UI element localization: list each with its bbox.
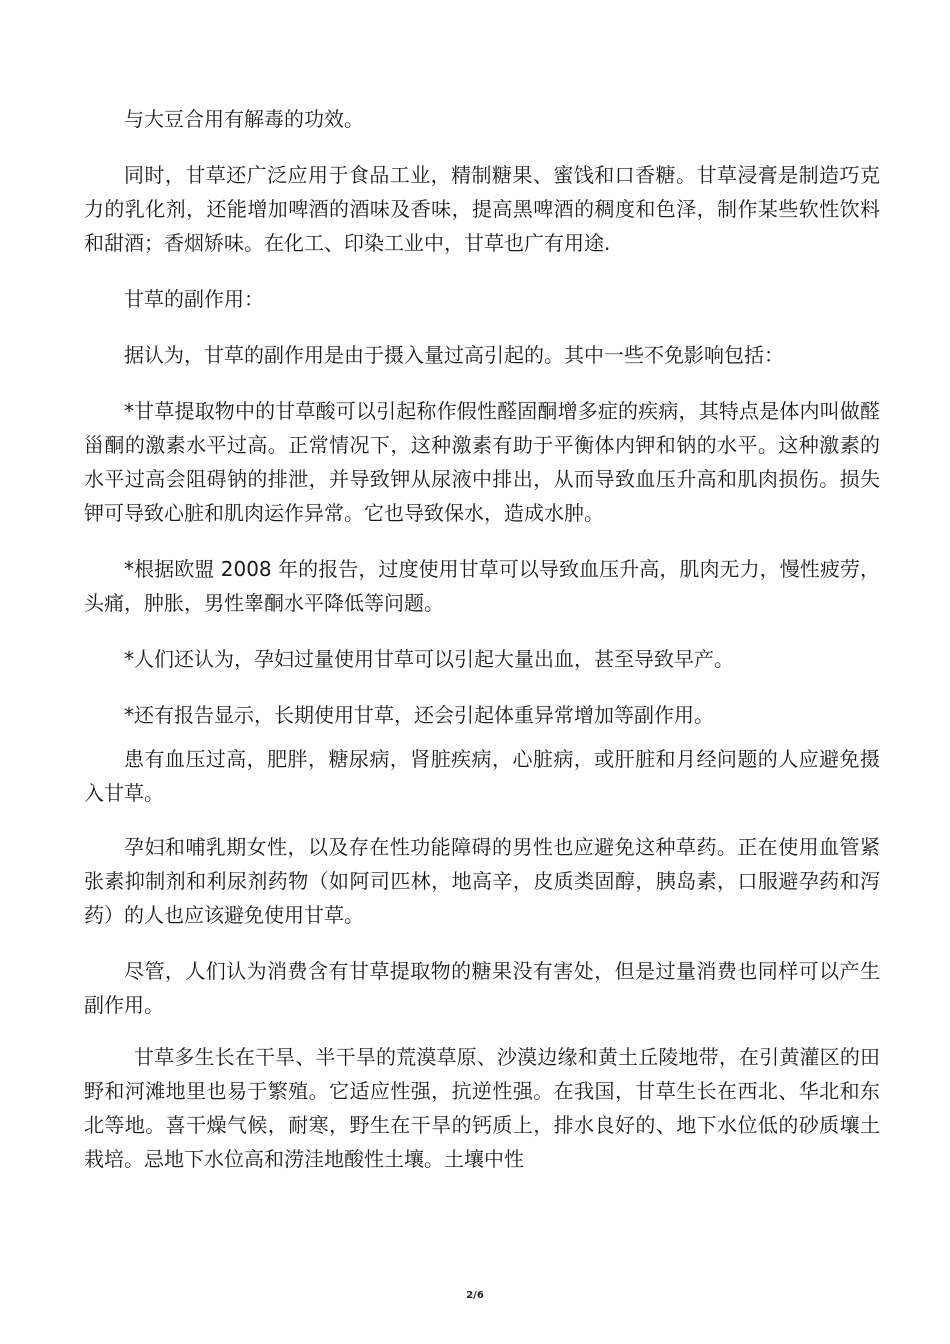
paragraph-detox: 与大豆合用有解毒的功效。 (124, 107, 364, 131)
paragraph-avoid-medications: 孕妇和哺乳期女性，以及存在性功能障碍的男性也应避免这种草药。正在使用血管紧张素抑制剂和利尿剂药物（如阿司匹林，地高辛，皮质类固醇，胰岛素，口服避孕药和泻药）的人也应该避免使用甘草。 (84, 835, 880, 927)
paragraph-eu-report: *根据欧盟 2008 年的报告，过度使用甘草可以导致血压升高，肌肉无力，慢性疲劳，头痛，肿胀，男性睾酮水平降低等问题。 (84, 557, 880, 615)
paragraph-side-effects-intro: 据认为，甘草的副作用是由于摄入量过高引起的。其中一些不免影响包括： (124, 343, 784, 367)
page-number: 2/6 (466, 1290, 484, 1301)
paragraph-avoid-conditions: 患有血压过高，肥胖，糖尿病，肾脏疾病，心脏病，或肝脏和月经问题的人应避免摄入甘草。 (84, 747, 880, 805)
paragraph-food-industry: 同时，甘草还广泛应用于食品工业，精制糖果、蜜饯和口香糖。甘草浸膏是制造巧克力的乳化剂，还能增加啤酒的酒味及香味，提高黑啤酒的稠度和色泽，制作某些软性饮料和甜酒；香烟矫味。在化工、印染工业中，甘草也广有用途. (84, 163, 880, 255)
document-body (84, 102, 880, 1176)
paragraph-growing-conditions: 甘草多生长在干旱、半干旱的荒漠草原、沙漠边缘和黄土丘陵地带，在引黄灌区的田野和河滩地里也易于繁殖。它适应性强，抗逆性强。在我国，甘草生长在西北、华北和东北等地。喜干燥气候，耐寒，野生在干旱的钙质上，排水良好的、地下水位低的砂质壤土栽培。忌地下水位高和涝洼地酸性土壤。土壤中性 (84, 1045, 880, 1171)
paragraph-glycyrrhizin: *甘草提取物中的甘草酸可以引起称作假性醛固酮增多症的疾病，其特点是体内叫做醛甾酮的激素水平过高。正常情况下，这种激素有助于平衡体内钾和钠的水平。这种激素的水平过高会阻碍钠的排泄，并导致钾从尿液中排出，从而导致血压升高和肌肉损伤。损失钾可导致心脏和肌肉运作异常。它也导致保水，造成水肿。 (84, 399, 880, 525)
paragraph-candy-consumption: 尽管，人们认为消费含有甘草提取物的糖果没有害处，但是过量消费也同样可以产生副作用。 (84, 959, 880, 1017)
section-heading-side-effects: 甘草的副作用： (124, 287, 264, 311)
paragraph-weight-gain: *还有报告显示，长期使用甘草，还会引起体重异常增加等副作用。 (124, 703, 714, 727)
paragraph-pregnancy: *人们还认为，孕妇过量使用甘草可以引起大量出血，甚至导致早产。 (124, 647, 734, 671)
